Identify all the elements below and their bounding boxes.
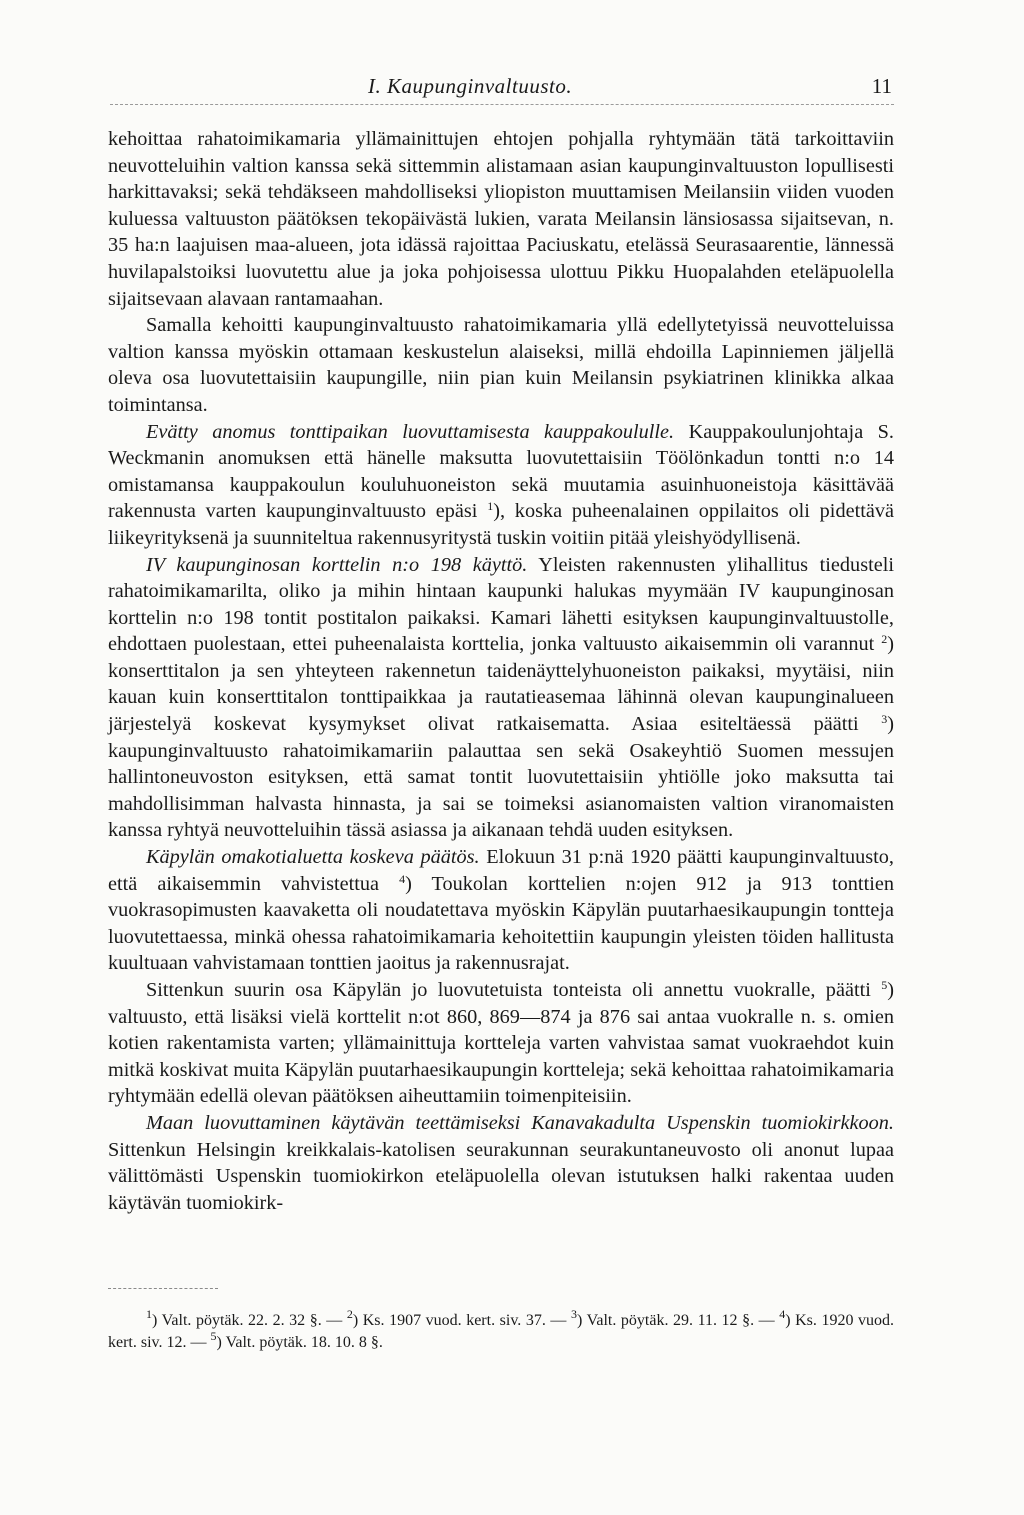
footnote-block: $^1$) Valt. pöytäk. 22. 2. 32 §. — $^2$) Ks. 1907 vuod. kert. siv. 37. — $^3$) Valt. pöytäk. 29. 11. 12 §. — $^4$) Ks. 1920 vuod. kert. siv. 12. — $^5$) Valt. pöytäk. 18. 10. 8 §. xyxy=(108,1307,895,1351)
paragraph-5-text-b: Toukolan korttelien n:ojen 912 ja 913 tonttien vuokrasopimusten kaavaketta oli noudatettava myöskin Käpylän puutarhaesikaupungin tontteja luovutettaessa, minkä ohessa rahatoimikamaria kehoitettiin kaupungin yleisten töiden hallitusta kuultuaan vahvistamaan tonttien jaoitus ja rakennusrajat. xyxy=(108,872,894,975)
footnote-2-marker: 2 xyxy=(346,1307,353,1321)
section-heading-kapyla: Käpylän omakotialuetta koskeva päätös. xyxy=(146,846,480,869)
paragraph-4-text-b: konserttitalon ja sen yhteyteen rakennetun taidenäyttelyhuoneiston paikaksi, myytäisi, niin kauan kuin konserttitalon tonttipaikkaa ja rautatieasemaa lähinnä olevan kaupunginalueen järjestelyä koskevat kysymykset olivat ratkaisematta. Asiaa esiteltäessä päätti xyxy=(108,659,894,736)
paragraph-5: Käpylän omakotialuetta koskeva päätös. Elokuun 31 p:nä 1920 päätti kaupunginvaltuusto, että aikaisemmin vahvistettua $^4$) Toukolan korttelien n:ojen 912 ja 913 tonttien vuokrasopimusten kaavaketta oli noudatettava myöskin Käpylän puutarhaesikaupungin tontteja luovutettaessa, minkä ohessa rahatoimikamaria kehoitettiin kaupungin yleisten töiden hallitusta kuultuaan vahvistamaan tonttien jaoitus ja rakennusrajat. xyxy=(108,846,894,975)
footnote-ref-1: 1 xyxy=(487,499,494,514)
paragraph-2-text: Samalla kehoitti kaupunginvaltuusto rahatoimikamaria yllä edellytetyissä neuvotteluissa valtion kanssa myöskin ottamaan keskustelun alaiseksi, millä ehdoilla Lapinniemen jäljellä oleva osa luovutettaisiin kaupungille, niin pian kuin Meilansin psykiatrinen klinikka alkaa toimintansa. xyxy=(108,314,894,416)
paragraph-4: IV kaupunginosan korttelin n:o 198 käyttö. Yleisten rakennusten ylihallitus tiedusteli rahatoimikamarilta, oliko ja mihin hintaan kaupunki halukas myymään IV kaupunginosan korttelin n:o 198 tontit postitalon paikaksi. Kamari lähetti esityksen kaupunginvaltuustolle, ehdottaen puolestaan, ettei puheenalaista korttelia, jonka valtuusto aikaisemmin oli varannut $^2$) konserttitalon ja sen yhteyteen rakennetun taidenäyttelyhuoneiston paikaksi, myytäisi, niin kauan kuin konserttitalon tonttipaikkaa ja rautatieasemaa lähinnä olevan kaupunginalueen järjestelyä koskevat kysymykset olivat ratkaisematta. Asiaa esiteltäessä päätti $^3$) kaupunginvaltuusto rahatoimikamariin palauttaa sen sekä Osakeyhtiö Suomen messujen hallintoneuvoston esityksen, että samat tontit luovutettaisiin yhtiölle joko maksutta tai mahdollisimman halvasta hinnasta, ja sai se toimeksi asianomaisten valtion viranomaisten kanssa ryhtyä neuvotteluihin tässä asiassa ja aikanaan tehdä uuden esityksen. xyxy=(108,553,894,842)
footnote-4-marker: 4 xyxy=(779,1307,786,1321)
footnote-ref-5: 5 xyxy=(881,978,888,992)
paragraph-4-text-c: kaupunginvaltuusto rahatoimikamariin palauttaa sen sekä Osakeyhtiö Suomen messujen hallintoneuvoston esityksen, että samat tontit luovutettaisiin yhtiölle joko maksutta tai mahdollisimman halvasta hinnasta, ja sai se toimeksi asianomaisten valtion viranomaisten kanssa ryhtyä neuvotteluihin tässä asiassa ja aikanaan tehdä uuden esityksen. xyxy=(108,739,894,842)
paragraph-7-text-a: Sittenkun Helsingin kreikkalais-katolisen seurakunnan seurakuntaneuvosto oli anonut lupaa välittömästi Uspenskin tuomiokirkon eteläpuolella olevan istutuksen halki rakentaa uuden käytävän tuomiokirk- xyxy=(108,1138,894,1214)
footnote-1-text: Valt. pöytäk. 22. 2. 32 §. — xyxy=(161,1312,343,1329)
footnote-2-text: Ks. 1907 vuod. kert. siv. 37. — xyxy=(362,1312,567,1329)
page-header xyxy=(110,74,894,105)
running-title: I. Kaupunginvaltuusto. xyxy=(368,74,573,98)
footnote-ref-3: 3 xyxy=(881,712,888,727)
footnote-5-text: Valt. pöytäk. 18. 10. 8 §. xyxy=(225,1334,383,1351)
body-text xyxy=(108,126,894,1216)
paragraph-3-text-a: Kauppakoulunjohtaja S. Weckmanin anomuksen että hänelle maksutta luovutettaisiin Töölönkadun tontti n:o 14 omistamansa kauppakoulun kouluhuoneiston sekä muutamia asuinhuoneistoja käsittävää rakennusta varten kaupunginvaltuusto epäsi xyxy=(108,420,894,523)
footnote-3-text: Valt. pöytäk. 29. 11. 12 §. — xyxy=(586,1312,775,1329)
footnote-ref-2: 2 xyxy=(881,632,888,647)
paragraph-1-text: kehoittaa rahatoimikamaria yllämainittujen ehtojen pohjalla ryhtymään tätä tarkoittaviin neuvotteluihin valtion kanssa sekä sittemmin alistamaan asian kaupunginvaltuuston lopullisesti harkittavaksi; sekä tehdäkseen mahdolliseksi yliopiston muuttamisen Meilansiin viiden vuoden kuluessa valtuuston päätöksen tekopäivästä lukien, varata Meilansin länsiosassa sijaitsevan, n. 35 ha:n laajuisen maa-alueen, jota idässä rajoittaa Paciuskatu, etelässä Seurasaarentie, lännessä huvilapalstoiksi luovutettu alue ja joka pohjoisessa ulottuu Pikku Huopalahden eteläpuolella sijaitsevaan alavaan rantamaahan. xyxy=(108,128,894,310)
paragraph-7 xyxy=(108,1110,894,1216)
footnote-5-marker: 5 xyxy=(210,1329,217,1343)
paragraph-3-text-b: , koska puheenalainen oppilaitos oli pidettävä liikeyrityksenä ja suunniteltua rakennusyritystä tuskin voitiin pitää yleishyödyllisenä. xyxy=(108,500,895,549)
page-number: 11 xyxy=(871,74,892,98)
paragraph-2 xyxy=(108,312,894,418)
paragraph-6: Sittenkun suurin osa Käpylän jo luovutetuista tonteista oli annettu vuokralle, päätti $^5$) valtuusto, että lisäksi vielä korttelit n:ot 860, 869—874 ja 876 sai antaa vuokralle n. s. omien kotien rakentamista varten; yllämainittuja kortteleja varten vahvistaa samat vuokraehdot kuin mitkä koskivat muita Käpylän puutarhaesikaupungin kortteleja; sekä kehoittaa rahatoimikamaria ryhtymään edellä olevan päätöksen aiheuttamiin toimenpiteisiin. xyxy=(108,978,894,1108)
footnote-ref-4: 4 xyxy=(399,871,406,886)
footnote-4-text: Ks. 1920 vuod. kert. siv. 12. — xyxy=(108,1312,895,1351)
paragraph-5-text-a: Elokuun 31 p:nä 1920 päätti kaupunginvaltuusto, että aikaisemmin vahvistettua xyxy=(108,846,894,895)
paragraph-3: Evätty anomus tonttipaikan luovuttamisesta kauppakoululle. Kauppakoulunjohtaja S. Weckmanin anomuksen että hänelle maksutta luovutettaisiin Töölönkadun tontti n:o 14 omistamansa kauppakoulun kouluhuoneiston sekä muutamia asuinhuoneistoja käsittävää rakennusta varten kaupunginvaltuusto epäsi $^1$), koska puheenalainen oppilaitos oli pidettävä liikeyrityksenä ja suunniteltua rakennusyritystä tuskin voitiin pitää yleishyödyllisenä. xyxy=(108,420,895,549)
paragraph-6-text-b: valtuusto, että lisäksi vielä korttelit n:ot 860, 869—874 ja 876 sai antaa vuokralle n. s. omien kotien rakentamista varten; yllämainittuja kortteleja varten vahvistaa samat vuokraehdot kuin mitkä koskivat muita Käpylän puutarhaesikaupungin kortteleja; sekä kehoittaa rahatoimikamaria ryhtymään edellä olevan päätöksen aiheuttamiin toimenpiteisiin. xyxy=(108,1005,894,1108)
section-heading-kauppakoulu: Evätty anomus tonttipaikan luovuttamisesta kauppakoululle. xyxy=(146,420,675,443)
footnote-1-marker: 1 xyxy=(146,1307,152,1321)
paragraph-6-text-a: Sittenkun suurin osa Käpylän jo luovutetuista tonteista oli annettu vuokralle, päätti xyxy=(146,979,871,1001)
paragraph-4-text-a: Yleisten rakennusten ylihallitus tiedusteli rahatoimikamarilta, oliko ja mihin hintaan kaupunki halukas myymään IV kaupunginosan korttelin n:o 198 tontit postitalon paikaksi. Kamari lähetti esityksen kaupunginvaltuustolle, ehdottaen puolestaan, ettei puheenalaista korttelia, jonka valtuusto aikaisemmin oli varannut xyxy=(108,553,894,656)
paragraph-1 xyxy=(108,126,894,312)
footnotes xyxy=(108,1307,895,1354)
section-heading-uspenski: Maan luovuttaminen käytävän teettämiseksi Kanavakadulta Uspenskin tuomiokirkkoon. xyxy=(146,1111,894,1134)
footnote-3-marker: 3 xyxy=(570,1307,577,1321)
section-heading-kortteli-198: IV kaupunginosan korttelin n:o 198 käyttö. xyxy=(146,553,528,576)
footnote-divider xyxy=(108,1288,218,1289)
